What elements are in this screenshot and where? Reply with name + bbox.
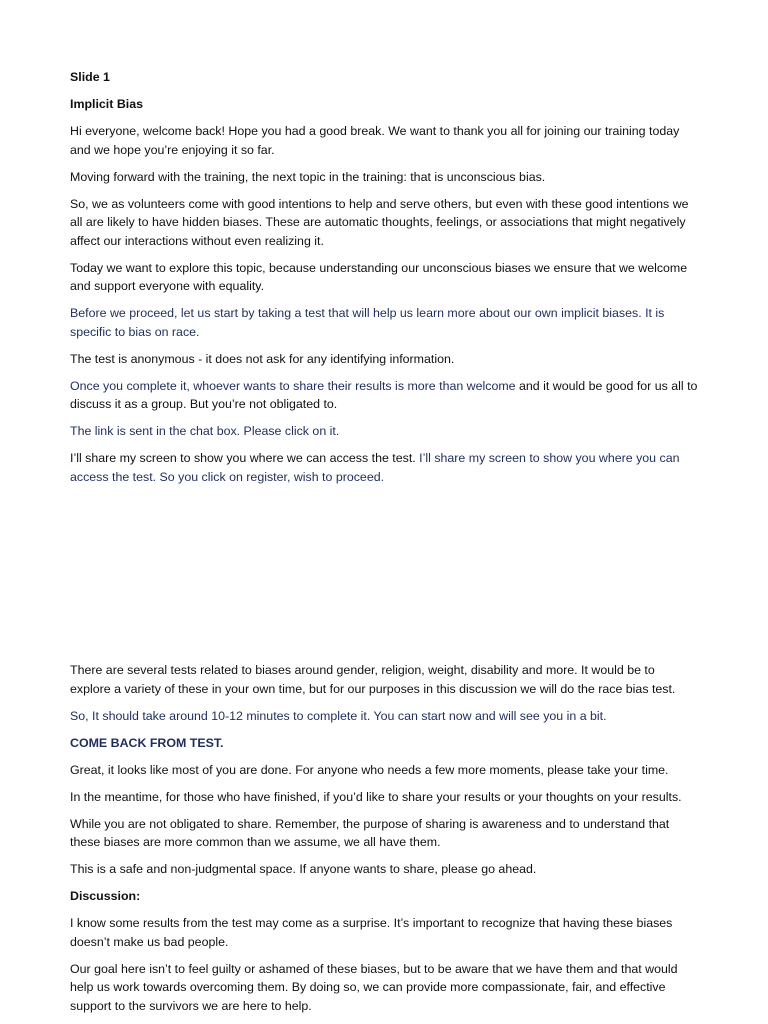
paragraph-not-obligated: While you are not obligated to share. Remember, the purpose of sharing is awareness and to understand that these biases are more common than we assume, we all have them.	[70, 816, 670, 850]
blank-space	[70, 495, 698, 661]
paragraph-share-results-black: and it would be good for us all to discuss it as a group. But you’re not obligated to.	[70, 378, 698, 412]
paragraph-welcome: Hi everyone, welcome back! Hope you had a good break. We want to thank you all for joining our training today and we hope you’re enjoying it so far.	[70, 123, 680, 157]
heading-come-back: COME BACK FROM TEST.	[70, 735, 224, 750]
document-title: Implicit Bias	[70, 96, 143, 111]
paragraph-take-test: Before we proceed, let us start by taking a test that will help us learn more about our own implicit biases. It is specific to bias on race.	[70, 306, 665, 339]
paragraph-safe-space: This is a safe and non-judgmental space. If anyone wants to share, please go ahead.	[70, 862, 537, 877]
paragraph-share-results	[70, 377, 698, 414]
paragraph-hidden-biases: So, we as volunteers come with good intentions to help and serve others, but even with these good intentions we all are likely to have hidden biases. These are automatic thoughts, feelings, or associations that might negatively affect our interactions without even realizing it.	[70, 196, 689, 248]
paragraph-link-chat: The link is sent in the chat box. Please click on it.	[70, 424, 340, 439]
slide-label: Slide 1	[70, 70, 110, 84]
paragraph-share-screen-blue: I’ll share my screen to show you where you can access the test. So you click on register, wish to proceed.	[70, 451, 680, 484]
document-page	[70, 68, 698, 1024]
paragraph-meantime: In the meantime, for those who have finished, if you’d like to share your results or your thoughts on your results.	[70, 789, 682, 804]
paragraph-several-tests: There are several tests related to biases around gender, religion, weight, disability and more. It would be to explore a variety of these in your own time, but for our purposes in this discussion we will do the race bias test.	[70, 662, 676, 696]
paragraph-surprise: I know some results from the test may come as a surprise. It’s important to recognize that having these biases doesn’t make us bad people.	[70, 916, 673, 949]
paragraph-goal: Our goal here isn’t to feel guilty or ashamed of these biases, but to be aware that we have them and that would help us work towards overcoming them. By doing so, we can provide more compassionate, fair, and effective support to the survivors we are here to help.	[70, 961, 678, 1013]
heading-discussion: Discussion:	[70, 889, 141, 904]
paragraph-share-screen	[70, 449, 698, 486]
paragraph-explore-topic: Today we want to explore this topic, because understanding our unconscious biases we ensure that we welcome and support everyone with equality.	[70, 260, 688, 294]
paragraph-time-estimate: So, It should take around 10-12 minutes to complete it. You can start now and will see you in a bit.	[70, 708, 607, 723]
paragraph-anonymous: The test is anonymous - it does not ask for any identifying information.	[70, 351, 455, 366]
paragraph-share-results-blue: Once you complete it, whoever wants to share their results is more than welcome	[70, 378, 516, 393]
paragraph-share-screen-black: I’ll share my screen to show you where we can access the test.	[70, 451, 420, 466]
paragraph-most-done: Great, it looks like most of you are done. For anyone who needs a few more moments, please take your time.	[70, 762, 669, 777]
paragraph-next-topic: Moving forward with the training, the next topic in the training: that is unconscious bias.	[70, 169, 546, 184]
